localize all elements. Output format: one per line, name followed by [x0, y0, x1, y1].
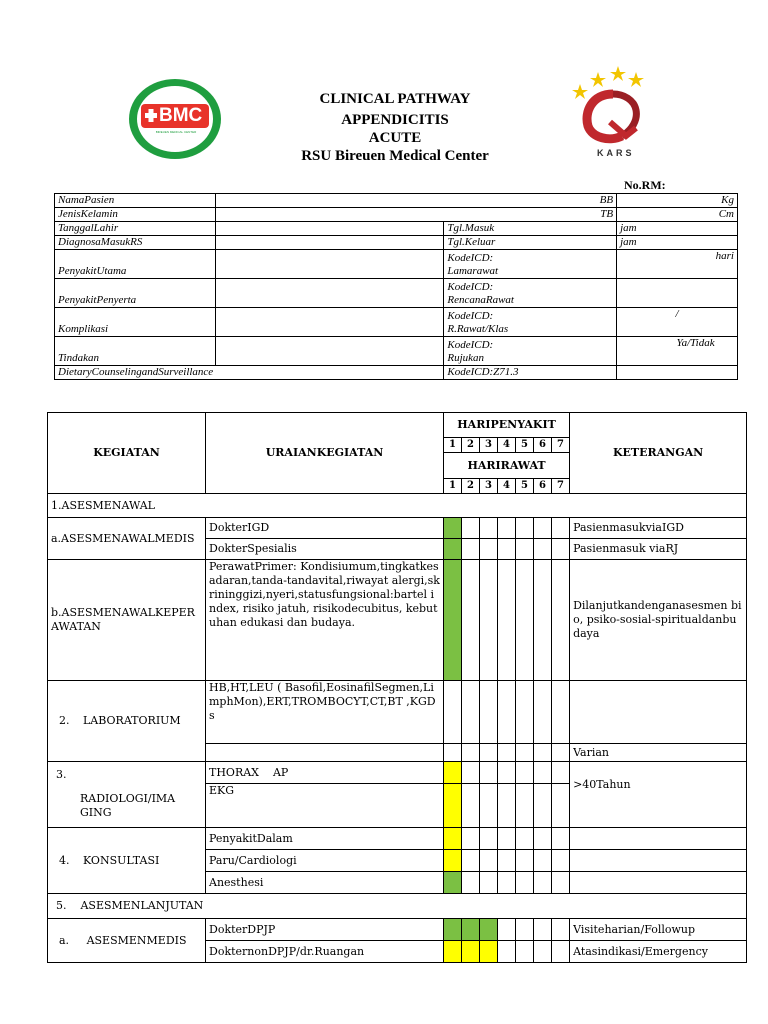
- bb-label: BB: [215, 194, 616, 208]
- asesmen-awal-keperawatan: b.ASESMENAWALKEPERAWATAN: [48, 560, 206, 681]
- lab-text: HB,HT,LEU ( Basofil,EosinafilSegmen,LimphMon),ERT,TROMBOCYT,CT,BT ,KGDs: [206, 681, 444, 744]
- ket-igd: PasienmasukviaIGD: [570, 518, 747, 539]
- diagnosa-label: DiagnosaMasukRS: [55, 236, 216, 250]
- kons-label: KONSULTASI: [83, 853, 160, 867]
- rawat-klas-label: R.Rawat/Klas: [447, 323, 509, 335]
- bmc-logo-subtext: BIREUEN MEDICAL CENTER: [155, 130, 197, 134]
- col-uraian-header: URAIANKEGIATAN: [206, 413, 444, 494]
- day-penyakit-4: 4: [498, 438, 516, 453]
- day-rawat-6: 6: [534, 479, 552, 494]
- section-asesmen-lanjutan: 5. ASESMENLANJUTAN: [48, 894, 747, 919]
- komplikasi-label: Komplikasi: [55, 308, 216, 337]
- lab-label: LABORATORIUM: [83, 714, 181, 727]
- title-line-2: APPENDICITIS: [341, 112, 449, 128]
- lama-rawat-label: Lamarawat: [447, 265, 499, 277]
- tgl-keluar-label: Tgl.Keluar: [444, 236, 617, 250]
- dokter-spesialis: DokterSpesialis: [206, 539, 444, 560]
- title-line-4: RSU Bireuen Medical Center: [301, 148, 489, 164]
- day-cell: [444, 941, 462, 963]
- varian-label: Varian: [570, 744, 747, 762]
- thorax-ap: THORAX AP: [206, 762, 444, 784]
- no-rm-label: No.RM:: [624, 178, 666, 192]
- day-cell: [444, 539, 462, 560]
- day-rawat-3: 3: [480, 479, 498, 494]
- slash-label: /: [617, 308, 738, 337]
- tanggal-lahir-label: TanggalLahir: [55, 222, 216, 236]
- day-cell: [444, 784, 462, 828]
- kode-icd-2: KodeICD: RencanaRawat: [444, 279, 617, 308]
- section-asesmen-awal: 1.ASESMENAWAL: [48, 494, 747, 518]
- perawat-primer-text: PerawatPrimer: Kondisiumum,tingkatkesadaran,tanda-tandavital,riwayat alergi,skrininggizi,nyeri,statusfungsional:bartel index, risiko jatuh, risikodecubitus, kebutuhan edukasi dan budaya.: [206, 560, 444, 681]
- day-cell: [444, 850, 462, 872]
- dokter-non-dpjp: DokternonDPJP/dr.Ruangan: [206, 941, 444, 963]
- dietary-label: DietaryCounselingandSurveillance: [55, 366, 444, 380]
- day-rawat-1: 1: [444, 479, 462, 494]
- day-cell: [480, 941, 498, 963]
- day-cell: [444, 560, 462, 681]
- ket-perawat: Dilanjutkandenganasesmen bio, psiko-sosial-spiritualdanbudaya: [570, 560, 747, 681]
- lab-number: 2.: [59, 714, 70, 727]
- penyakit-penyerta-label: PenyakitPenyerta: [55, 279, 216, 308]
- ket-dpjp: Visiteharian/Followup: [570, 919, 747, 941]
- rad-number: 3.: [56, 768, 67, 781]
- day-penyakit-2: 2: [462, 438, 480, 453]
- ket-radiologi: >40Tahun: [570, 762, 747, 828]
- patient-info-table: [54, 193, 738, 380]
- title-line-3: ACUTE: [368, 130, 422, 146]
- day-penyakit-5: 5: [516, 438, 534, 453]
- day-cell: [462, 941, 480, 963]
- day-penyakit-1: 1: [444, 438, 462, 453]
- dokter-dpjp: DokterDPJP: [206, 919, 444, 941]
- kode-icd-5: KodeICD:Z71.3: [444, 366, 617, 380]
- pathway-table: [47, 412, 747, 963]
- col-keterangan-header: KETERANGAN: [570, 413, 747, 494]
- ket-rj: Pasienmasuk viaRJ: [570, 539, 747, 560]
- day-cell: [444, 828, 462, 850]
- bmc-logo-text: BMC: [159, 105, 203, 126]
- jenis-kelamin-label: JenisKelamin: [55, 208, 216, 222]
- penyakit-utama-label: PenyakitUtama: [55, 250, 216, 279]
- day-penyakit-3: 3: [480, 438, 498, 453]
- asesmen-lanjut-number: a.: [59, 933, 70, 947]
- dokter-igd: DokterIGD: [206, 518, 444, 539]
- kode-icd-4: KodeICD: Rujukan: [444, 337, 617, 366]
- day-cell: [444, 919, 462, 941]
- rencana-rawat-label: RencanaRawat: [447, 294, 514, 306]
- day-cell: [444, 872, 462, 894]
- paru-cardiologi: Paru/Cardiologi: [206, 850, 444, 872]
- rad-label: RADIOLOGI/IMAGING: [80, 792, 176, 819]
- day-penyakit-6: 6: [534, 438, 552, 453]
- jam-masuk-label: jam: [617, 222, 738, 236]
- day-cell: [444, 518, 462, 539]
- day-rawat-7: 7: [552, 479, 570, 494]
- jam-keluar-label: jam: [617, 236, 738, 250]
- radiologi: [48, 762, 206, 828]
- kg-unit: Kg: [617, 194, 738, 208]
- kars-logo-text: KARS: [597, 148, 635, 158]
- rujukan-label: Rujukan: [447, 352, 485, 364]
- kars-logo: [570, 64, 656, 164]
- asesmen-medis-lanjutan: [48, 919, 206, 963]
- konsultasi: [48, 828, 206, 894]
- tindakan-label: Tindakan: [55, 337, 216, 366]
- day-rawat-4: 4: [498, 479, 516, 494]
- ekg: EKG: [206, 784, 444, 828]
- hari-label: hari: [617, 250, 738, 279]
- bmc-logo: [127, 77, 223, 161]
- ket-non-dpjp: Atasindikasi/Emergency: [570, 941, 747, 963]
- laboratorium: [48, 681, 206, 762]
- ya-tidak-label: Ya/Tidak: [617, 337, 738, 366]
- anesthesi: Anesthesi: [206, 872, 444, 894]
- nama-pasien-label: NamaPasien: [55, 194, 216, 208]
- kode-icd-3: KodeICD: R.Rawat/Klas: [444, 308, 617, 337]
- cm-unit: Cm: [617, 208, 738, 222]
- title-line-1: CLINICAL PATHWAY: [319, 91, 471, 107]
- penyakit-dalam: PenyakitDalam: [206, 828, 444, 850]
- hari-penyakit-header: HARIPENYAKIT: [444, 413, 570, 438]
- hari-rawat-header: HARIRAWAT: [444, 453, 570, 479]
- day-rawat-5: 5: [516, 479, 534, 494]
- day-rawat-2: 2: [462, 479, 480, 494]
- day-cell: [480, 919, 498, 941]
- asesmen-awal-medis: a.ASESMENAWALMEDIS: [48, 518, 206, 560]
- tb-label: TB: [215, 208, 616, 222]
- asesmen-lanjut-label: ASESMENMEDIS: [86, 933, 187, 947]
- day-cell: [462, 919, 480, 941]
- col-kegiatan-header: KEGIATAN: [48, 413, 206, 494]
- kode-icd-1: KodeICD: Lamarawat: [444, 250, 617, 279]
- day-penyakit-7: 7: [552, 438, 570, 453]
- day-cell: [444, 762, 462, 784]
- tgl-masuk-label: Tgl.Masuk: [444, 222, 617, 236]
- kons-number: 4.: [59, 853, 70, 867]
